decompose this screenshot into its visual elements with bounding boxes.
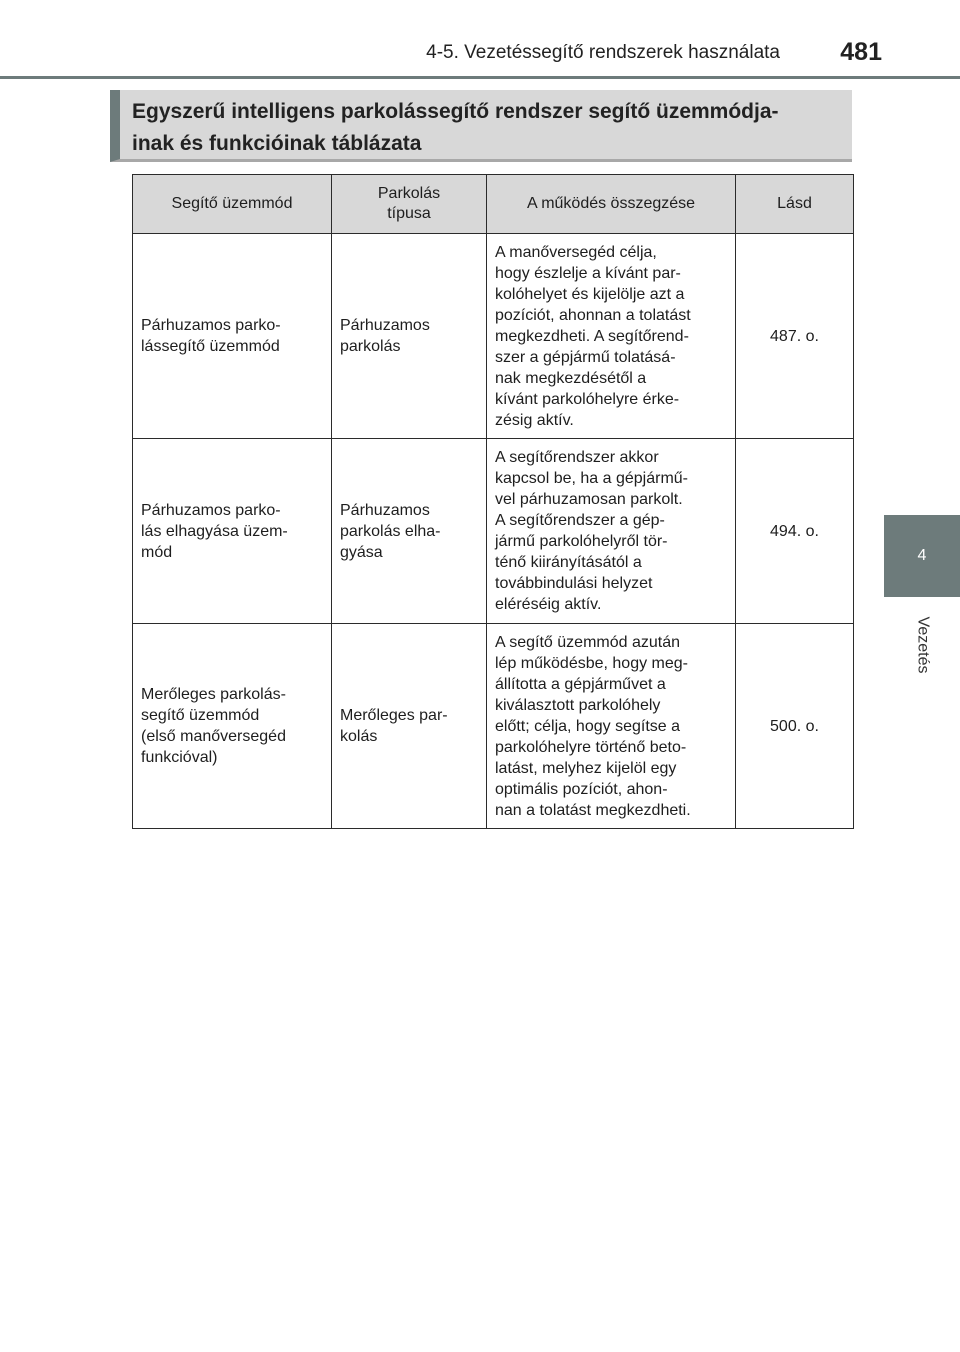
header-divider [0, 76, 960, 79]
header-see-page: Lásd [736, 175, 854, 234]
header-parking-type: Parkolás típusa [332, 175, 487, 234]
table-header-row [133, 175, 854, 234]
section-title: Egyszerű intelligens parkolássegítő rendszer segítő üzemmódja- inak és funkcióinak táblázata [110, 90, 852, 162]
cell-page-ref: 487. o. [736, 234, 854, 439]
cell-summary: A segítőrendszer akkor kapcsol be, ha a gépjármű- vel párhuzamosan parkolt. A segítőrendszer a gép- jármű parkolóhelyről tör- ténő kiirányításától a továbbindulási helyzet eléréséig aktív. [487, 439, 736, 624]
chapter-label: Vezetés [914, 616, 931, 674]
table-row [133, 624, 854, 829]
table-row [133, 234, 854, 439]
header-assist-mode: Segítő üzemmód [133, 175, 332, 234]
cell-type: Párhuzamos parkolás elha- gyása [332, 439, 487, 624]
cell-mode: Párhuzamos parko- lás elhagyása üzem- mód [133, 439, 332, 624]
page-header [0, 0, 960, 80]
cell-mode: Párhuzamos parko- lássegítő üzemmód [133, 234, 332, 439]
cell-page-ref: 494. o. [736, 439, 854, 624]
assist-modes-table [132, 174, 854, 829]
chapter-tab [884, 515, 960, 597]
cell-page-ref: 500. o. [736, 624, 854, 829]
cell-summary: A segítő üzemmód azután lép működésbe, hogy meg- állította a gépjárművet a kiválasztott parkolóhely előtt; célja, hogy segítse a parkolóhelyre történő beto- latást, melyhez kijelöl egy optimális pozíciót, ahon- nan a tolatást megkezdheti. [487, 624, 736, 829]
chapter-section-title: 4-5. Vezetéssegítő rendszerek használata [426, 42, 780, 63]
header-operation-summary: A működés összegzése [487, 175, 736, 234]
cell-mode: Merőleges parkolás- segítő üzemmód (első manőversegéd funkcióval) [133, 624, 332, 829]
cell-type: Merőleges par- kolás [332, 624, 487, 829]
table-row [133, 439, 854, 624]
cell-type: Párhuzamos parkolás [332, 234, 487, 439]
page-number: 481 [840, 38, 882, 66]
chapter-number: 4 [917, 547, 927, 564]
cell-summary: A manőversegéd célja, hogy észlelje a kívánt par- kolóhelyet és kijelölje azt a pozíciót, ahonnan a tolatást megkezdheti. A segítőrend- szer a gépjármű tolatásá- nak megkezdésétől a kívánt parkolóhelyre érke- zésig aktív. [487, 234, 736, 439]
chapter-side-label [884, 600, 960, 690]
